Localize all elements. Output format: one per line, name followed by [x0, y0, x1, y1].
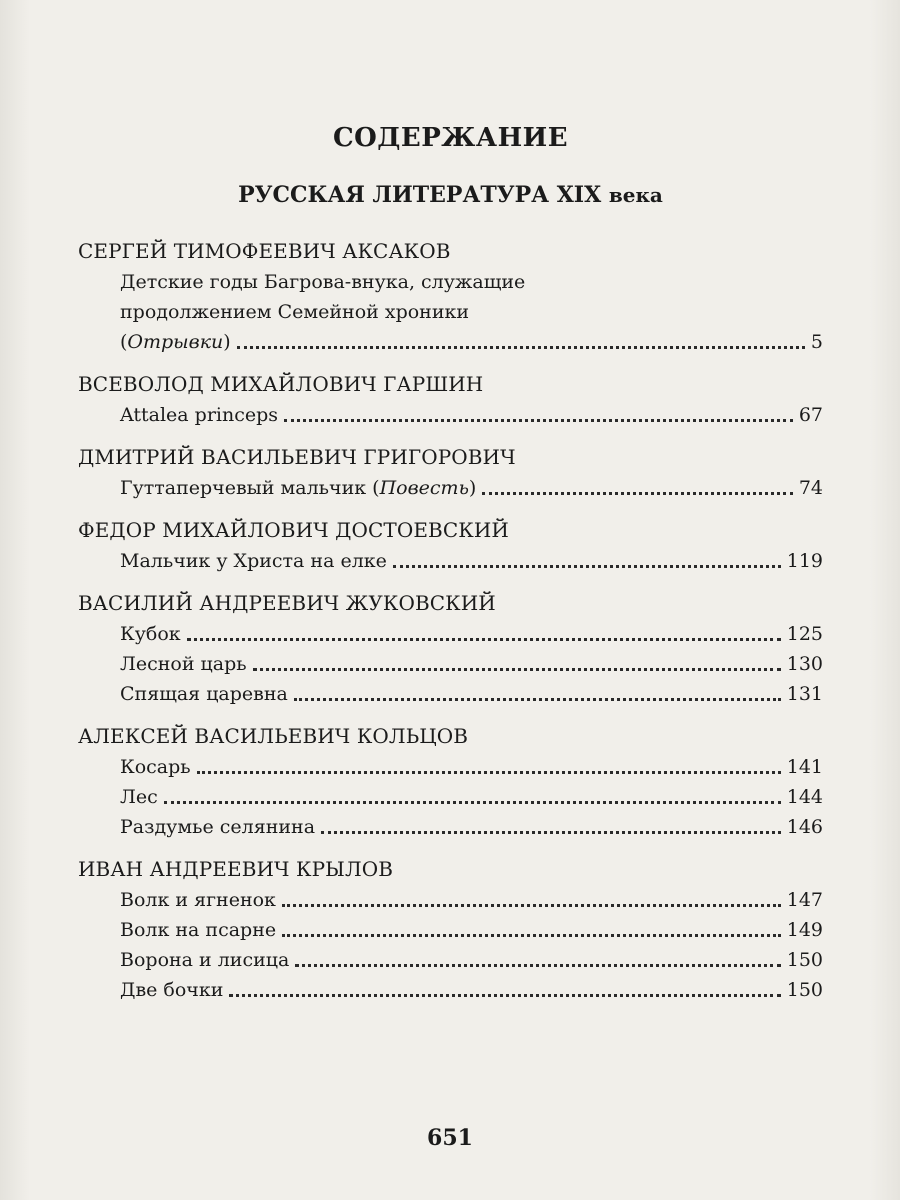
entry-title: [120, 327, 231, 357]
author-heading: ФЕДОР МИХАЙЛОВИЧ ДОСТОЕВСКИЙ: [78, 518, 509, 542]
entry-page-number: 131: [786, 683, 823, 705]
entry-page-number: 125: [786, 623, 823, 645]
works-list: [120, 400, 823, 430]
entry-title-line: Детские годы Багрова-внука, служащие: [120, 271, 526, 293]
toc-entry[interactable]: [120, 885, 823, 915]
entry-title-italic: Повесть: [379, 477, 469, 499]
dot-leader: [164, 801, 781, 804]
page-number: 651: [427, 1125, 473, 1151]
entry-page-number: 144: [786, 786, 823, 808]
dot-leader: [321, 831, 781, 834]
toc-entry[interactable]: [120, 975, 823, 1005]
entry-title: Мальчик у Христа на елке: [120, 550, 387, 572]
entry-page-number: 74: [798, 477, 823, 499]
dot-leader: [284, 419, 793, 422]
entry-title: Лес: [120, 786, 158, 808]
entry-title: Косарь: [120, 756, 191, 778]
toc-entry[interactable]: [120, 267, 823, 357]
entry-page-number: 119: [786, 550, 823, 572]
toc-entry[interactable]: [120, 649, 823, 679]
entry-title: Волк и ягненок: [120, 889, 276, 911]
entry-title: Две бочки: [120, 979, 224, 1001]
entry-title-suffix: ): [468, 477, 477, 499]
page-title: СОДЕРЖАНИЕ: [332, 123, 569, 153]
entry-title-italic: Отрывки: [127, 331, 224, 353]
entry-title-line: продолжением Семейной хроники: [120, 301, 470, 323]
entry-page-number: 150: [786, 979, 823, 1001]
subtitle-tail: века: [608, 183, 663, 207]
author-heading: ВАСИЛИЙ АНДРЕЕВИЧ ЖУКОВСКИЙ: [78, 591, 496, 615]
entry-title: Раздумье селянина: [120, 816, 316, 838]
author-heading: СЕРГЕЙ ТИМОФЕЕВИЧ АКСАКОВ: [78, 239, 451, 263]
entry-last-line: [120, 327, 823, 357]
dot-leader: [393, 565, 781, 568]
dot-leader: [482, 492, 792, 495]
works-list: [120, 619, 823, 709]
entry-page-number: 141: [786, 756, 823, 778]
entry-page-number: 67: [798, 404, 823, 426]
dot-leader: [229, 994, 780, 997]
works-list: [120, 885, 823, 1005]
entry-page-number: 5: [810, 331, 823, 353]
toc-entry[interactable]: [120, 619, 823, 649]
works-list: [120, 752, 823, 842]
entry-page-number: 150: [786, 949, 823, 971]
works-list: [120, 546, 823, 576]
author-heading: ДМИТРИЙ ВАСИЛЬЕВИЧ ГРИГОРОВИЧ: [78, 445, 516, 469]
page-edge-right: [870, 0, 900, 1200]
author-heading: АЛЕКСЕЙ ВАСИЛЬЕВИЧ КОЛЬЦОВ: [78, 724, 469, 748]
toc-entry[interactable]: [120, 679, 823, 709]
dot-leader: [197, 771, 781, 774]
entry-page-number: 147: [786, 889, 823, 911]
entry-title: Лесной царь: [120, 653, 247, 675]
toc-entry[interactable]: [120, 915, 823, 945]
entry-page-number: 130: [786, 653, 823, 675]
entry-title: Ворона и лисица: [120, 949, 290, 971]
section-subtitle: [78, 178, 823, 212]
author-heading: ИВАН АНДРЕЕВИЧ КРЫЛОВ: [78, 857, 394, 881]
dot-leader: [294, 698, 781, 701]
works-list: [120, 267, 823, 357]
dot-leader: [253, 668, 781, 671]
dot-leader: [282, 904, 781, 907]
entry-title: Кубок: [120, 623, 181, 645]
toc-entry[interactable]: [120, 546, 823, 576]
toc-entry[interactable]: [120, 473, 823, 503]
toc-entry[interactable]: [120, 400, 823, 430]
page-edge-left: [0, 0, 30, 1200]
entry-title: [120, 473, 476, 503]
author-heading: ВСЕВОЛОД МИХАЙЛОВИЧ ГАРШИН: [78, 372, 484, 396]
entry-title-prefix: Гуттаперчевый мальчик (: [120, 477, 380, 499]
entry-page-number: 149: [786, 919, 823, 941]
entry-page-number: 146: [786, 816, 823, 838]
entry-title-suffix: ): [223, 331, 231, 353]
toc-entry[interactable]: [120, 812, 823, 842]
dot-leader: [237, 346, 805, 349]
dot-leader: [282, 934, 781, 937]
toc-entry[interactable]: [120, 782, 823, 812]
entry-title: Волк на псарне: [120, 919, 277, 941]
toc-page: [78, 118, 823, 1005]
toc-entry[interactable]: [120, 752, 823, 782]
works-list: [120, 473, 823, 503]
entry-title: Attalea princeps: [120, 404, 279, 426]
toc-entry[interactable]: [120, 945, 823, 975]
dot-leader: [187, 638, 781, 641]
entry-title: Спящая царевна: [120, 683, 288, 705]
subtitle-main: РУССКАЯ ЛИТЕРАТУРА XIX: [238, 182, 602, 208]
dot-leader: [295, 964, 780, 967]
entry-title-prefix: (: [120, 331, 128, 353]
